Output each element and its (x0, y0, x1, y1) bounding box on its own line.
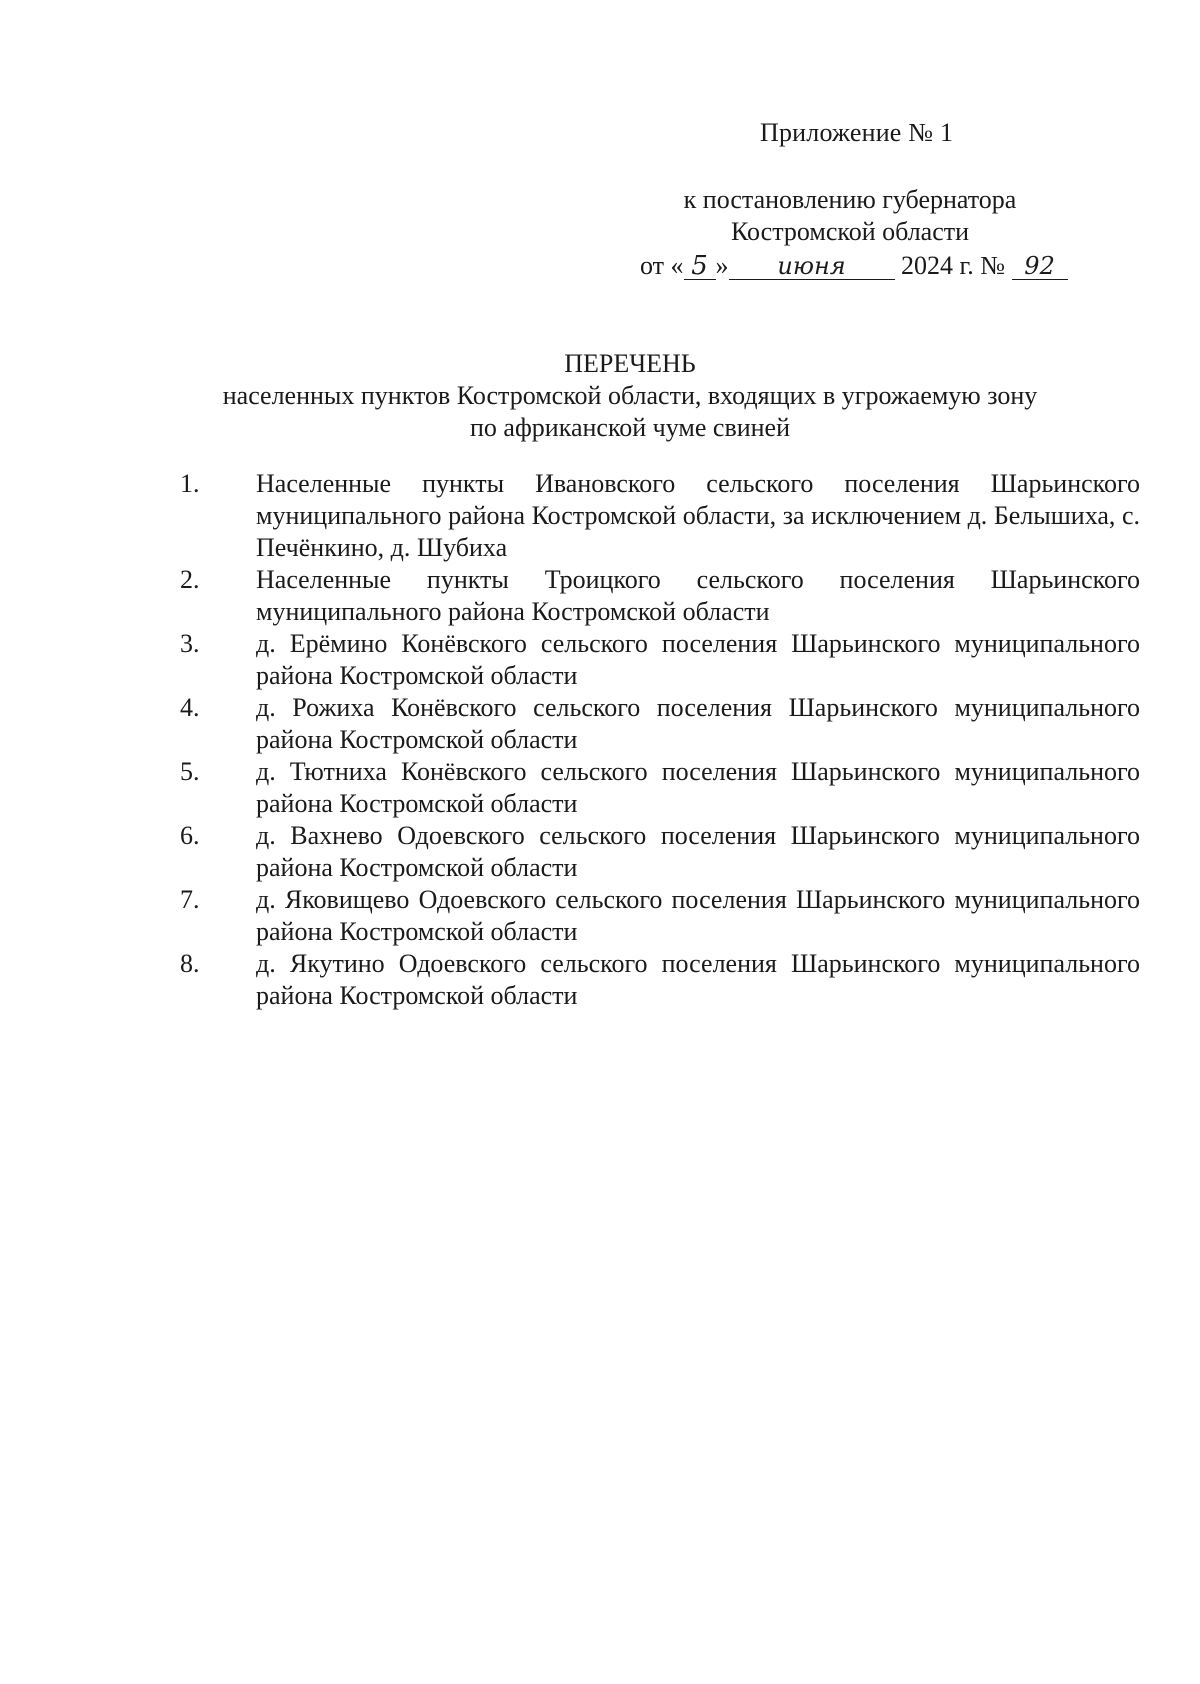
list-item (180, 756, 1140, 820)
list-item-text: д. Вахнево Одоевского сельского поселения Шарьинского муниципального района Костромской области (256, 821, 1140, 882)
date-prefix: от « (640, 251, 684, 280)
handwritten-day: 5 (684, 253, 716, 280)
handwritten-month: июня (729, 253, 895, 280)
list-heading (180, 348, 1080, 444)
list-item-number: 4. (180, 693, 200, 722)
list-item-number: 2. (180, 565, 200, 594)
list-item-text: д. Рожиха Конёвского сельского поселения Шарьинского муниципального района Костромской области (256, 693, 1140, 754)
appendix-title: Приложение № 1 (760, 118, 954, 147)
decree-date-line (640, 250, 1100, 282)
list-item-number: 6. (180, 821, 200, 850)
list-item-text: д. Яковищево Одоевского сельского поселения Шарьинского муниципального района Костромской области (256, 885, 1140, 946)
list-item (180, 468, 1140, 564)
decree-reference (600, 184, 1100, 248)
list-item-text: д. Ерёмино Конёвского сельского поселения Шарьинского муниципального района Костромской области (256, 629, 1140, 690)
list-item-number: 5. (180, 757, 200, 786)
list-item-text: Населенные пункты Троицкого сельского поселения Шарьинского муниципального района Костромской области (256, 565, 1140, 626)
list-item (180, 820, 1140, 884)
list-subtitle-line-1: населенных пунктов Костромской области, входящих в угрожаемую зону (222, 381, 1038, 410)
date-year: 2024 г. № (901, 251, 1006, 280)
list-item (180, 628, 1140, 692)
decree-line-1: к постановлению губернатора (683, 185, 1017, 214)
list-item (180, 564, 1140, 628)
list-item-number: 8. (180, 949, 200, 978)
list-item-text: Населенные пункты Ивановского сельского поселения Шарьинского муниципального района Костромской области, за исключением д. Белышиха, с. Печёнкино, д. Шубиха (256, 469, 1140, 562)
list-title: ПЕРЕЧЕНЬ (564, 349, 696, 378)
decree-line-2: Костромской области (730, 217, 970, 246)
list-item (180, 884, 1140, 948)
list-item (180, 692, 1140, 756)
list-subtitle-line-2: по африканской чуме свиней (470, 413, 790, 442)
settlements-list (180, 468, 1140, 1012)
list-item-number: 3. (180, 629, 200, 658)
handwritten-decree-number: 92 (1012, 253, 1068, 280)
date-mid: » (715, 251, 729, 280)
list-item-text: д. Якутино Одоевского сельского поселения Шарьинского муниципального района Костромской области (256, 949, 1140, 1010)
list-item-text: д. Тютниха Конёвского сельского поселения Шарьинского муниципального района Костромской области (256, 757, 1140, 818)
list-item-number: 7. (180, 885, 200, 914)
list-item (180, 948, 1140, 1012)
list-item-number: 1. (180, 469, 200, 498)
